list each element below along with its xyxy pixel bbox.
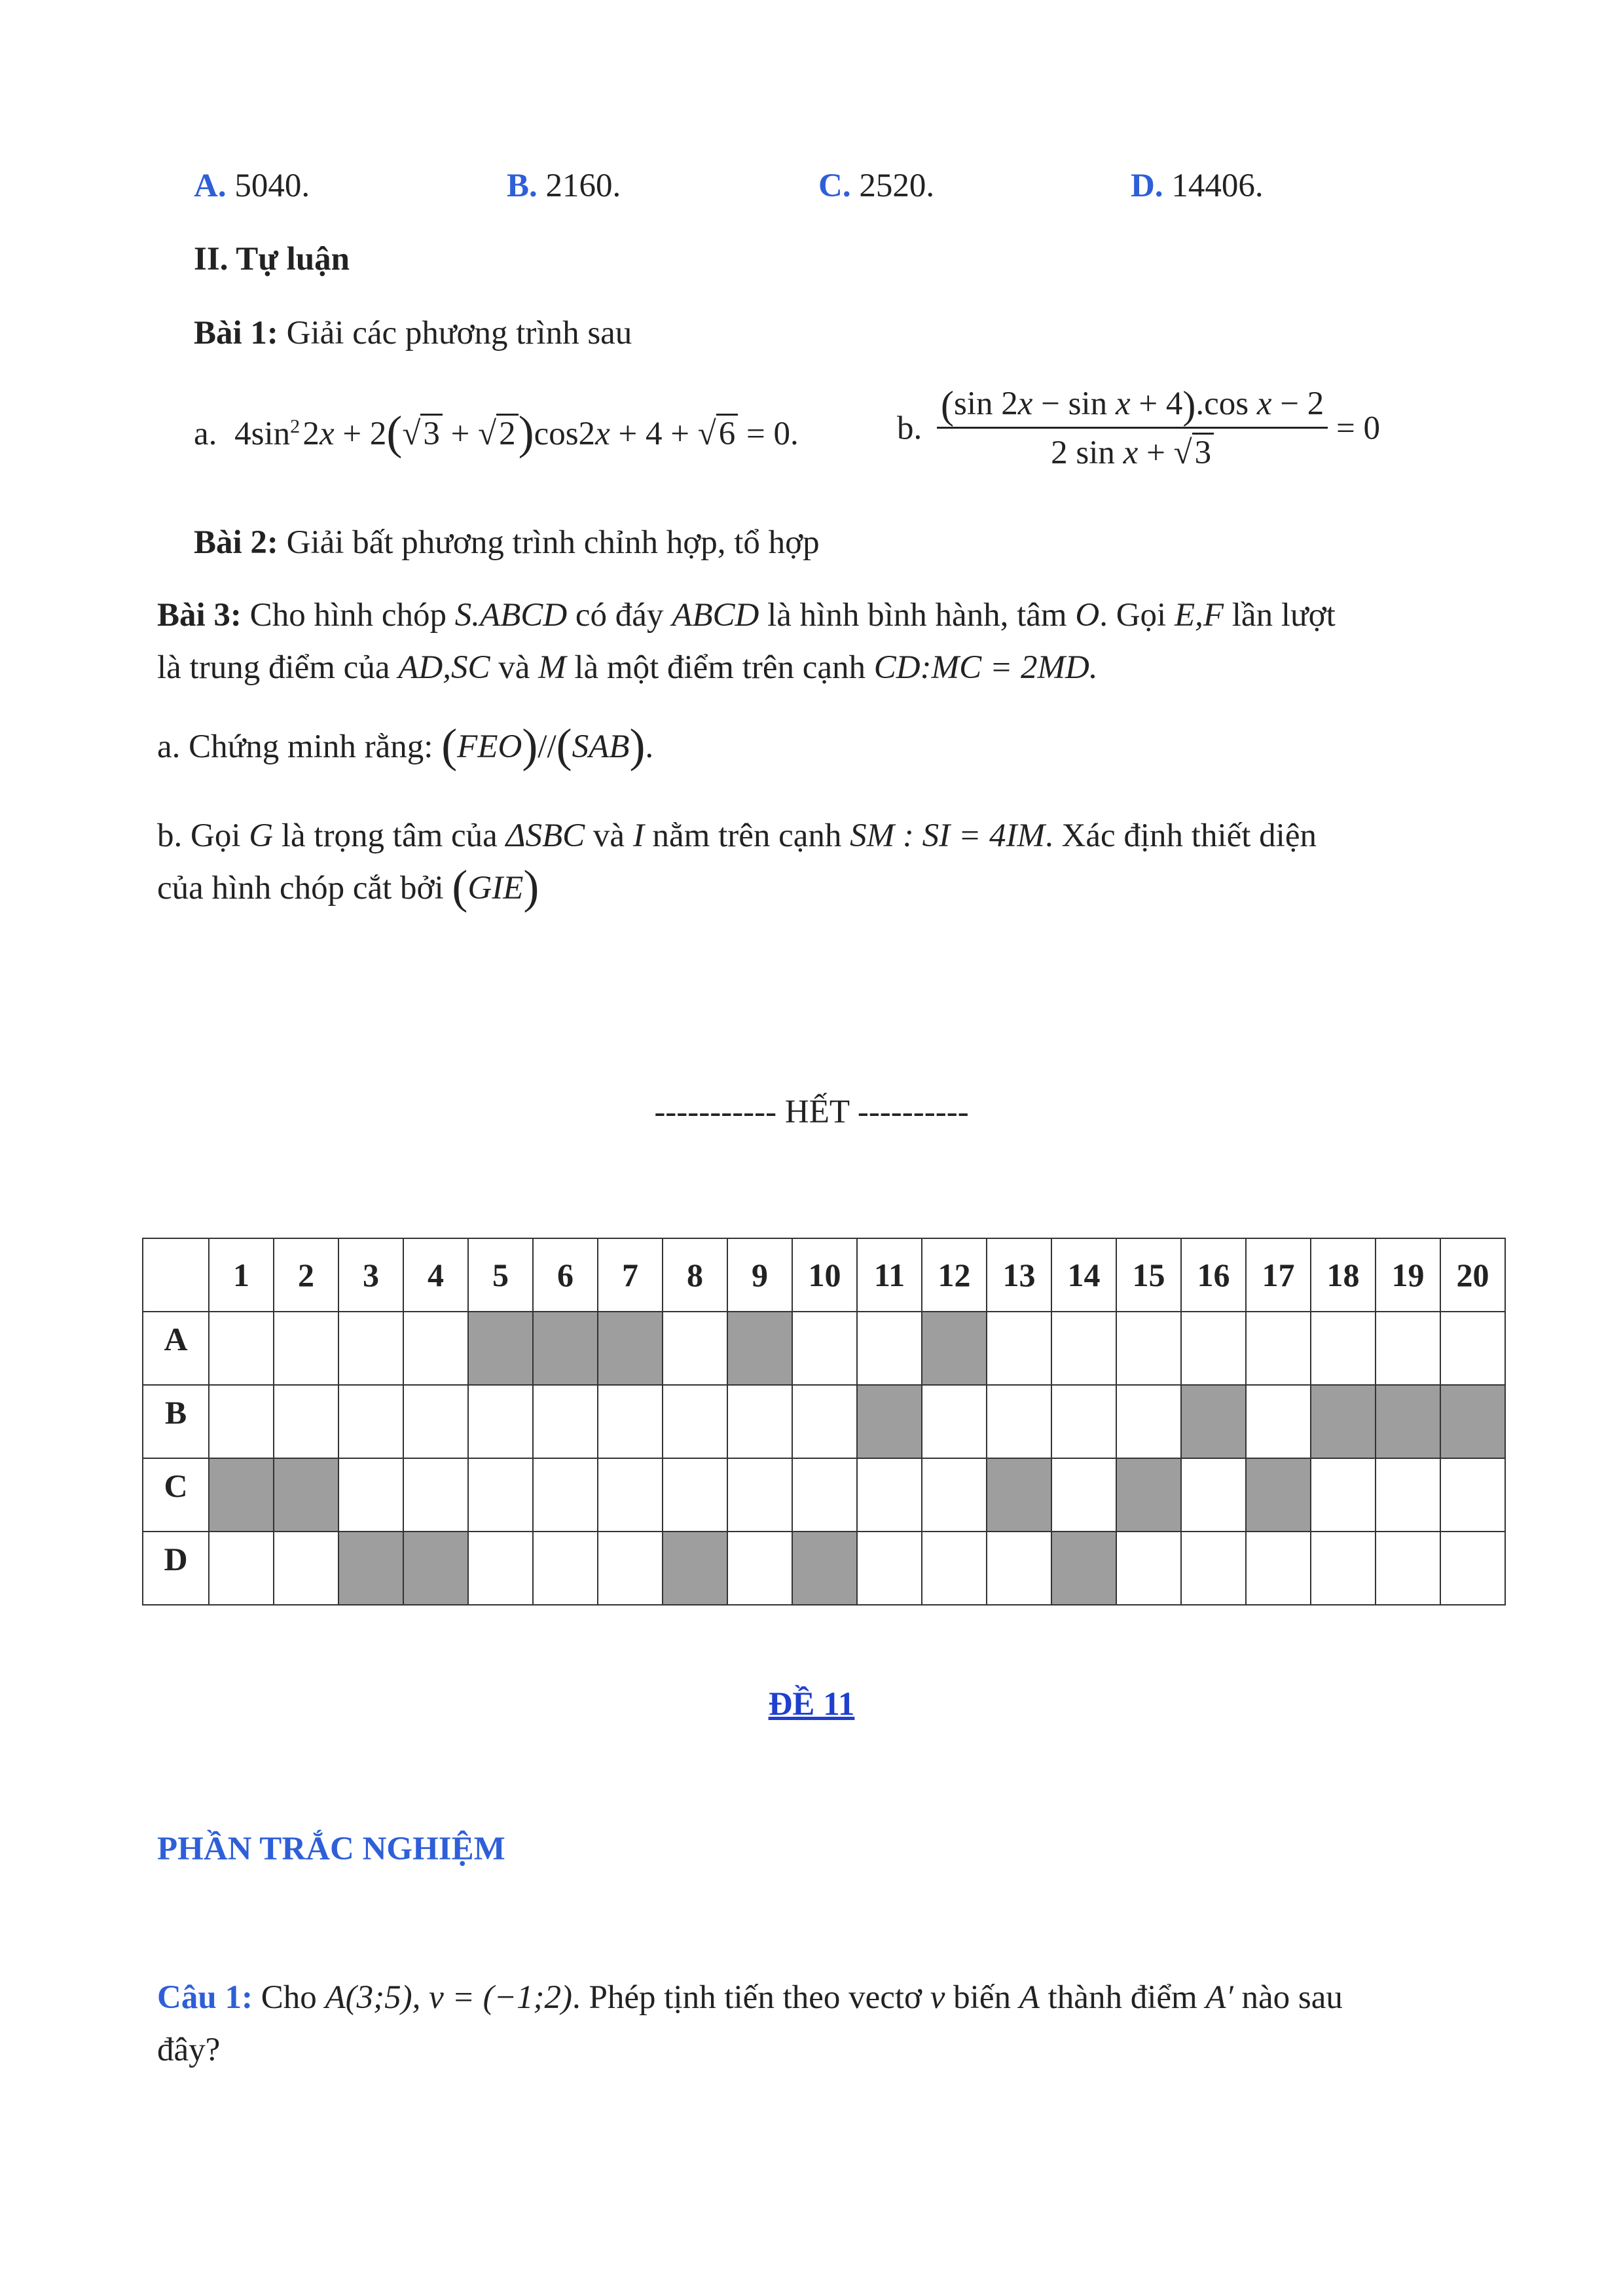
- eq-b-numerator: (sin 2x − sin x + 4).cos x − 2: [937, 385, 1328, 429]
- option-letter: D.: [1131, 168, 1163, 204]
- answer-cell: [663, 1458, 727, 1532]
- option-value: 5040.: [234, 168, 310, 204]
- bai2-label: Bài 2:: [194, 524, 278, 561]
- text-run: lần lượt: [1231, 597, 1336, 634]
- bai1-label: Bài 1:: [194, 315, 278, 351]
- answer-cell: [727, 1532, 792, 1605]
- bai3-a-line: a. Chứng minh rằng: (FEO)//(SAB).: [157, 719, 654, 772]
- answer-cell: [922, 1385, 987, 1458]
- answer-cell: [1051, 1458, 1116, 1532]
- answer-cell: [922, 1458, 987, 1532]
- eq-b-label: b.: [897, 410, 922, 447]
- equation-a: [194, 406, 799, 459]
- row-header: C: [143, 1458, 209, 1532]
- option-b: [507, 167, 621, 205]
- bai3-label: Bài 3:: [157, 597, 242, 634]
- option-d: [1131, 167, 1264, 205]
- answer-cell: [1311, 1312, 1376, 1385]
- answer-cell-selected: [727, 1312, 792, 1385]
- text-run: Cho: [261, 1979, 317, 2016]
- answer-cell: [468, 1458, 533, 1532]
- math-run: SM : SI = 4IM: [850, 817, 1046, 854]
- option-value: 2520.: [859, 168, 935, 204]
- column-header: 13: [987, 1238, 1051, 1312]
- text-run: //: [538, 728, 556, 765]
- text-run: . Xác định thiết diện: [1045, 817, 1317, 854]
- column-header: 4: [403, 1238, 468, 1312]
- text-run: là một điểm trên cạnh: [574, 649, 866, 686]
- text-run: a. Chứng minh rằng:: [157, 728, 433, 765]
- answer-cell-selected: [1181, 1385, 1246, 1458]
- answer-cell-selected: [338, 1532, 403, 1605]
- answer-cell: [727, 1385, 792, 1458]
- answer-cell-selected: [274, 1458, 338, 1532]
- text-run: là hình bình hành, tâm: [767, 597, 1067, 634]
- answer-cell: [533, 1385, 598, 1458]
- math-run: A: [1019, 1979, 1040, 2016]
- column-header: 11: [857, 1238, 922, 1312]
- math-run: M: [538, 649, 566, 686]
- math-run: v: [930, 1979, 945, 2016]
- answer-cell: [1181, 1532, 1246, 1605]
- answer-cell-selected: [987, 1458, 1051, 1532]
- answer-cell-selected: [209, 1458, 274, 1532]
- column-header: 9: [727, 1238, 792, 1312]
- bai1-line: [194, 314, 632, 352]
- column-header: 2: [274, 1238, 338, 1312]
- column-header: 15: [1116, 1238, 1181, 1312]
- answer-cell: [663, 1312, 727, 1385]
- answer-cell: [1116, 1312, 1181, 1385]
- answer-cell: [857, 1458, 922, 1532]
- math-run: ABCD: [672, 597, 759, 634]
- answer-cell: [338, 1385, 403, 1458]
- answer-cell: [274, 1312, 338, 1385]
- answer-cell: [1440, 1532, 1505, 1605]
- answer-cell: [598, 1458, 663, 1532]
- answer-cell-selected: [533, 1312, 598, 1385]
- bai2-text: Giải bất phương trình chỉnh hợp, tổ hợp: [286, 524, 820, 561]
- option-a: [194, 167, 310, 205]
- answer-cell: [533, 1458, 598, 1532]
- answer-cell: [987, 1312, 1051, 1385]
- answer-cell: [598, 1532, 663, 1605]
- option-value: 2160.: [545, 168, 621, 204]
- exam-title: [0, 1685, 1623, 1723]
- answer-cell: [1181, 1458, 1246, 1532]
- answer-cell: [1116, 1385, 1181, 1458]
- answer-cell-selected: [1440, 1385, 1505, 1458]
- text-run: nằm trên cạnh: [652, 817, 842, 854]
- answer-cell: [209, 1312, 274, 1385]
- eq-a-label: a.: [194, 416, 217, 452]
- math-run: A′: [1205, 1979, 1233, 2016]
- eq-b-denominator: 2 sin x + √3: [937, 429, 1328, 472]
- math-run: ΔSBC: [505, 817, 585, 854]
- answer-cell: [922, 1532, 987, 1605]
- math-run: O: [1075, 597, 1100, 634]
- answer-cell: [1051, 1385, 1116, 1458]
- column-header: 3: [338, 1238, 403, 1312]
- answer-cell-selected: [1116, 1458, 1181, 1532]
- answer-cell: [1116, 1532, 1181, 1605]
- text-run: và: [593, 817, 625, 854]
- math-run: SAB: [572, 728, 630, 765]
- answer-cell-selected: [1311, 1385, 1376, 1458]
- answer-cell: [663, 1385, 727, 1458]
- column-header: 16: [1181, 1238, 1246, 1312]
- answer-cell: [598, 1385, 663, 1458]
- column-header: 14: [1051, 1238, 1116, 1312]
- option-c: [818, 167, 934, 205]
- bai2-line: [194, 524, 820, 562]
- answer-cell-selected: [598, 1312, 663, 1385]
- table-row: [143, 1532, 1505, 1605]
- end-marker: ----------- HẾT ----------: [654, 1094, 969, 1130]
- answer-cell: [1246, 1385, 1311, 1458]
- table-row: [143, 1385, 1505, 1458]
- text-run: biến: [953, 1979, 1011, 2016]
- section-title: PHẦN TRẮC NGHIỆM: [157, 1831, 505, 1867]
- text-run: là trọng tâm của: [281, 817, 498, 854]
- text-run: có đáy: [575, 597, 664, 634]
- math-run: GIE: [467, 870, 524, 906]
- text-run: Cho hình chóp: [249, 597, 447, 634]
- answer-cell-selected: [1051, 1532, 1116, 1605]
- answer-cell: [727, 1458, 792, 1532]
- eq-b-fraction: [937, 385, 1328, 472]
- answer-cell: [209, 1532, 274, 1605]
- math-run: A(3;5), v = (−1;2): [325, 1979, 572, 2016]
- answer-cell-selected: [1376, 1385, 1440, 1458]
- question-1: [157, 1971, 1493, 2076]
- option-letter: C.: [818, 168, 851, 204]
- math-run: G: [249, 817, 274, 854]
- answer-cell-selected: [403, 1532, 468, 1605]
- answer-cell: [209, 1385, 274, 1458]
- answer-cell: [792, 1312, 857, 1385]
- text-run: và: [498, 649, 530, 686]
- answer-cell-selected: [922, 1312, 987, 1385]
- math-run: AD,SC: [398, 649, 490, 686]
- answer-cell: [533, 1532, 598, 1605]
- column-header: 7: [598, 1238, 663, 1312]
- option-letter: A.: [194, 168, 227, 204]
- answer-cell: [468, 1532, 533, 1605]
- column-header: 8: [663, 1238, 727, 1312]
- bai3-paragraph: [157, 589, 1493, 694]
- text-run: b. Gọi: [157, 817, 241, 854]
- answer-cell: [403, 1385, 468, 1458]
- answer-cell: [1246, 1312, 1311, 1385]
- exam-title-link[interactable]: ĐỀ 11: [768, 1686, 855, 1723]
- eq-b-rhs: = 0: [1336, 410, 1380, 447]
- text-run: đây?: [157, 2032, 221, 2068]
- row-header: D: [143, 1532, 209, 1605]
- bai1-text: Giải các phương trình sau: [286, 315, 632, 351]
- math-run: CD:MC = 2MD.: [873, 649, 1098, 686]
- equation-b: [897, 385, 1380, 472]
- answer-cell-selected: [857, 1385, 922, 1458]
- option-value: 14406.: [1171, 168, 1264, 204]
- answer-cell: [1051, 1312, 1116, 1385]
- answer-cell: [987, 1532, 1051, 1605]
- table-header-row: [143, 1238, 1505, 1312]
- math-run: S.ABCD: [454, 597, 568, 634]
- question-label: Câu 1:: [157, 1979, 253, 2016]
- column-header: 5: [468, 1238, 533, 1312]
- math-run: I: [632, 817, 644, 854]
- answer-cell: [1246, 1532, 1311, 1605]
- column-header: 20: [1440, 1238, 1505, 1312]
- text-run: . Gọi: [1099, 597, 1167, 634]
- answer-cell: [1440, 1458, 1505, 1532]
- answer-cell: [274, 1532, 338, 1605]
- answer-cell: [792, 1458, 857, 1532]
- answer-cell: [1376, 1312, 1440, 1385]
- answer-cell: [1311, 1532, 1376, 1605]
- table-row: [143, 1458, 1505, 1532]
- text-run: . Phép tịnh tiến theo vectơ: [572, 1979, 922, 2016]
- answer-cell: [1376, 1532, 1440, 1605]
- answer-cell: [1376, 1458, 1440, 1532]
- math-run: E,F: [1174, 597, 1224, 634]
- column-header: 6: [533, 1238, 598, 1312]
- answer-cell: [468, 1385, 533, 1458]
- text-run: thành điểm: [1048, 1979, 1197, 2016]
- column-header: 17: [1246, 1238, 1311, 1312]
- answer-cell-selected: [663, 1532, 727, 1605]
- answer-cell: [857, 1312, 922, 1385]
- part2-heading: II. Tự luận: [194, 241, 350, 278]
- table-row: [143, 1312, 1505, 1385]
- option-letter: B.: [507, 168, 538, 204]
- answer-cell-selected: [468, 1312, 533, 1385]
- text-run: là trung điểm của: [157, 649, 390, 686]
- answer-cell: [403, 1458, 468, 1532]
- eq-a-formula: $4\sin^2$ 2x + 2(√3 + √2)cos2x + 4 + √6 = 0.: [234, 406, 799, 459]
- answer-cell: [792, 1385, 857, 1458]
- answer-cell: [1181, 1312, 1246, 1385]
- math-run: FEO: [457, 728, 522, 765]
- row-header: A: [143, 1312, 209, 1385]
- answer-cell: [274, 1385, 338, 1458]
- answer-cell-selected: [792, 1532, 857, 1605]
- column-header: 1: [209, 1238, 274, 1312]
- column-header: 19: [1376, 1238, 1440, 1312]
- answer-cell: [403, 1312, 468, 1385]
- answer-table: [142, 1238, 1506, 1605]
- answer-cell: [1311, 1458, 1376, 1532]
- bai3-b-paragraph: b. Gọi G là trọng tâm của ΔSBC và I nằm trên cạnh SM : SI = 4IM. Xác định thiết diện của hình chóp cắt bởi (GIE): [157, 817, 1317, 913]
- answer-cell: [857, 1532, 922, 1605]
- answer-cell: [338, 1312, 403, 1385]
- text-run: của hình chóp cắt bởi: [157, 870, 444, 906]
- answer-cell-selected: [1246, 1458, 1311, 1532]
- row-header: B: [143, 1385, 209, 1458]
- answer-cell: [1440, 1312, 1505, 1385]
- column-header: 18: [1311, 1238, 1376, 1312]
- answer-cell: [338, 1458, 403, 1532]
- table-corner-cell: [143, 1238, 209, 1312]
- column-header: 12: [922, 1238, 987, 1312]
- column-header: 10: [792, 1238, 857, 1312]
- answer-cell: [987, 1385, 1051, 1458]
- text-run: nào sau: [1241, 1979, 1343, 2016]
